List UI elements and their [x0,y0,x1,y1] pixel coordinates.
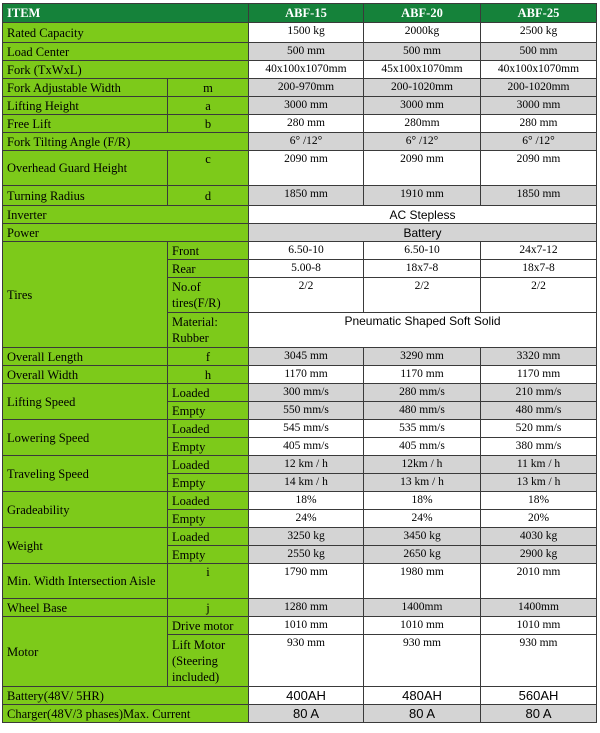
cell-value: 380 mm/s [481,438,597,456]
row-weight-loaded [3,528,597,546]
cell-value: 1850 mm [481,186,597,206]
cell-value: 1910 mm [364,186,481,206]
cell-value: 1400mm [364,599,481,617]
cell-value: 2900 kg [481,546,597,564]
row-power [3,224,597,242]
cell-value: 3450 kg [364,528,481,546]
row-turning-radius [3,186,597,206]
cell-value: 2090 mm [481,151,597,186]
row-overall-width [3,366,597,384]
row-label: Free Lift [3,115,168,133]
row-label: Tires [3,242,168,348]
cell-value: 12 km / h [249,456,364,474]
sub-label: Loaded [168,528,249,546]
cell-value: 18% [249,492,364,510]
row-fork-tilting-angle [3,133,597,151]
cell-value: 24x7-12 [481,242,597,260]
row-label: Lifting Speed [3,384,168,420]
row-symbol: a [168,97,249,115]
row-label: Turning Radius [3,186,168,206]
cell-value: 300 mm/s [249,384,364,402]
cell-value: 405 mm/s [364,438,481,456]
cell-value: 6° /12° [364,133,481,151]
cell-value: 200-1020mm [481,79,597,97]
cell-value: 930 mm [249,635,364,687]
cell-value: 3320 mm [481,348,597,366]
row-lifting-speed-loaded [3,384,597,402]
cell-value: 545 mm/s [249,420,364,438]
cell-value: 4030 kg [481,528,597,546]
cell-value: 6° /12° [249,133,364,151]
cell-value: 2650 kg [364,546,481,564]
row-motor-drive [3,617,597,635]
row-label: Fork (TxWxL) [3,61,249,79]
row-symbol: f [168,348,249,366]
cell-value: 1170 mm [249,366,364,384]
cell-value: 480 mm/s [481,402,597,420]
cell-value: 18x7-8 [481,260,597,278]
cell-value: 1010 mm [249,617,364,635]
sub-label: Empty [168,510,249,528]
cell-value: 500 mm [364,43,481,61]
row-overhead-guard-height [3,151,597,186]
row-tires-front [3,242,597,260]
cell-value: 80 A [364,705,481,723]
cell-value: 2000kg [364,23,481,43]
row-label: Fork Tilting Angle (F/R) [3,133,249,151]
cell-value: 280 mm/s [364,384,481,402]
cell-value: 2550 kg [249,546,364,564]
row-battery [3,687,597,705]
cell-value: 1400mm [481,599,597,617]
cell-value: 2090 mm [249,151,364,186]
cell-value: 24% [249,510,364,528]
cell-value: 560AH [481,687,597,705]
cell-value: 3290 mm [364,348,481,366]
row-label: Load Center [3,43,249,61]
cell-value: 18x7-8 [364,260,481,278]
cell-value: 45x100x1070mm [364,61,481,79]
row-lowering-speed-loaded [3,420,597,438]
cell-value: 14 km / h [249,474,364,492]
row-label: Power [3,224,249,242]
cell-value: 550 mm/s [249,402,364,420]
sub-label: Loaded [168,384,249,402]
row-label: Lowering Speed [3,420,168,456]
cell-value: 6° /12° [481,133,597,151]
sub-label: Empty [168,474,249,492]
row-traveling-speed-loaded [3,456,597,474]
cell-value: AC Stepless [249,206,597,224]
header-item: ITEM [3,4,249,23]
sub-label: Empty [168,402,249,420]
header-model: ABF-20 [364,4,481,23]
cell-value: 2090 mm [364,151,481,186]
cell-value: 24% [364,510,481,528]
row-free-lift [3,115,597,133]
cell-value: Pneumatic Shaped Soft Solid [249,313,597,348]
cell-value: 930 mm [481,635,597,687]
row-load-center [3,43,597,61]
cell-value: 1280 mm [249,599,364,617]
row-label: Gradeability [3,492,168,528]
sub-label: Rear [168,260,249,278]
sub-label: Empty [168,546,249,564]
header-row [3,4,597,23]
row-label: Battery(48V/ 5HR) [3,687,249,705]
sub-label: Lift Motor (Steering included) [168,635,249,687]
cell-value: 500 mm [481,43,597,61]
row-overall-length [3,348,597,366]
sub-label: Drive motor [168,617,249,635]
cell-value: 3250 kg [249,528,364,546]
cell-value: 1170 mm [481,366,597,384]
row-label: Rated Capacity [3,23,249,43]
cell-value: 500 mm [249,43,364,61]
row-rated-capacity [3,23,597,43]
row-symbol: d [168,186,249,206]
cell-value: 20% [481,510,597,528]
row-label: Overall Length [3,348,168,366]
header-model: ABF-15 [249,4,364,23]
cell-value: 3000 mm [364,97,481,115]
cell-value: 3000 mm [249,97,364,115]
row-label: Fork Adjustable Width [3,79,168,97]
cell-value: 1010 mm [481,617,597,635]
cell-value: 13 km / h [481,474,597,492]
sub-label: Loaded [168,420,249,438]
cell-value: 400AH [249,687,364,705]
cell-value: 3000 mm [481,97,597,115]
row-label: Charger(48V/3 phases)Max. Current [3,705,249,723]
cell-value: 200-970mm [249,79,364,97]
spec-table [2,3,597,723]
sub-label: Front [168,242,249,260]
cell-value: 210 mm/s [481,384,597,402]
row-label: Overall Width [3,366,168,384]
row-wheel-base [3,599,597,617]
cell-value: 6.50-10 [364,242,481,260]
row-label: Min. Width Intersection Aisle [3,564,168,599]
row-symbol: c [168,151,249,186]
row-label: Motor [3,617,168,687]
row-label: Overhead Guard Height [3,151,168,186]
cell-value: 480AH [364,687,481,705]
cell-value: 2500 kg [481,23,597,43]
row-symbol: j [168,599,249,617]
header-model: ABF-25 [481,4,597,23]
row-symbol: b [168,115,249,133]
cell-value: 13 km / h [364,474,481,492]
cell-value: 6.50-10 [249,242,364,260]
cell-value: Battery [249,224,597,242]
cell-value: 2/2 [249,278,364,313]
row-label: Traveling Speed [3,456,168,492]
cell-value: 18% [364,492,481,510]
cell-value: 1170 mm [364,366,481,384]
cell-value: 80 A [481,705,597,723]
cell-value: 5.00-8 [249,260,364,278]
cell-value: 405 mm/s [249,438,364,456]
sub-label: Loaded [168,456,249,474]
cell-value: 11 km / h [481,456,597,474]
cell-value: 1980 mm [364,564,481,599]
row-symbol: i [168,564,249,599]
cell-value: 480 mm/s [364,402,481,420]
cell-value: 280 mm [481,115,597,133]
row-label: Wheel Base [3,599,168,617]
cell-value: 280 mm [249,115,364,133]
row-symbol: h [168,366,249,384]
row-charger [3,705,597,723]
cell-value: 12km / h [364,456,481,474]
cell-value: 1850 mm [249,186,364,206]
cell-value: 930 mm [364,635,481,687]
row-gradeability-loaded [3,492,597,510]
cell-value: 3045 mm [249,348,364,366]
sub-label: Loaded [168,492,249,510]
cell-value: 535 mm/s [364,420,481,438]
cell-value: 40x100x1070mm [481,61,597,79]
row-min-width-aisle [3,564,597,599]
row-lifting-height [3,97,597,115]
cell-value: 1790 mm [249,564,364,599]
cell-value: 1010 mm [364,617,481,635]
cell-value: 1500 kg [249,23,364,43]
row-label: Lifting Height [3,97,168,115]
row-label: Weight [3,528,168,564]
cell-value: 200-1020mm [364,79,481,97]
cell-value: 2/2 [364,278,481,313]
row-inverter [3,206,597,224]
sub-label: Material: Rubber [168,313,249,348]
cell-value: 40x100x1070mm [249,61,364,79]
cell-value: 520 mm/s [481,420,597,438]
row-label: Inverter [3,206,249,224]
row-fork [3,61,597,79]
cell-value: 2010 mm [481,564,597,599]
cell-value: 280mm [364,115,481,133]
row-fork-adjustable-width [3,79,597,97]
sub-label: Empty [168,438,249,456]
cell-value: 2/2 [481,278,597,313]
cell-value: 80 A [249,705,364,723]
sub-label: No.of tires(F/R) [168,278,249,313]
cell-value: 18% [481,492,597,510]
row-symbol: m [168,79,249,97]
